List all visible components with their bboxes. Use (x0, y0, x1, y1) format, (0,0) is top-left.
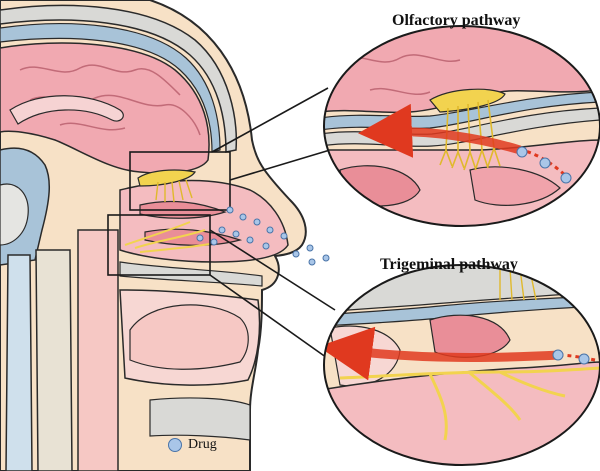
legend-drug-label: Drug (188, 437, 217, 452)
drug-particle (561, 173, 571, 183)
drug-particle (197, 235, 203, 241)
drug-particle (263, 243, 269, 249)
drug-particle (240, 214, 246, 220)
pharynx (78, 230, 118, 471)
drug-particle (254, 219, 260, 225)
jaw-bone (150, 398, 250, 440)
trigeminal-pathway-label: Trigeminal pathway (380, 256, 518, 273)
spinal-cord (6, 255, 32, 471)
drug-particle (309, 259, 315, 265)
trigeminal-zoom (320, 265, 600, 466)
drug-particle (247, 237, 253, 243)
drug-particle (281, 233, 287, 239)
drug-particle (227, 207, 233, 213)
drug-particle (233, 231, 239, 237)
olfactory-pathway-label: Olfactory pathway (392, 12, 521, 29)
drug-dot-icon (168, 438, 182, 452)
drug-particle (579, 354, 589, 364)
vertebrae (36, 250, 72, 471)
drug-particle (267, 227, 273, 233)
drug-particle (540, 158, 550, 168)
drug-particle (219, 227, 225, 233)
drug-particle (553, 350, 563, 360)
drug-particle (323, 255, 329, 261)
legend (168, 437, 217, 453)
tongue (130, 305, 248, 369)
drug-particle (517, 147, 527, 157)
olfactory-zoom (320, 20, 600, 226)
drug-particle (307, 245, 313, 251)
drug-particle (293, 251, 299, 257)
drug-particle (211, 239, 217, 245)
